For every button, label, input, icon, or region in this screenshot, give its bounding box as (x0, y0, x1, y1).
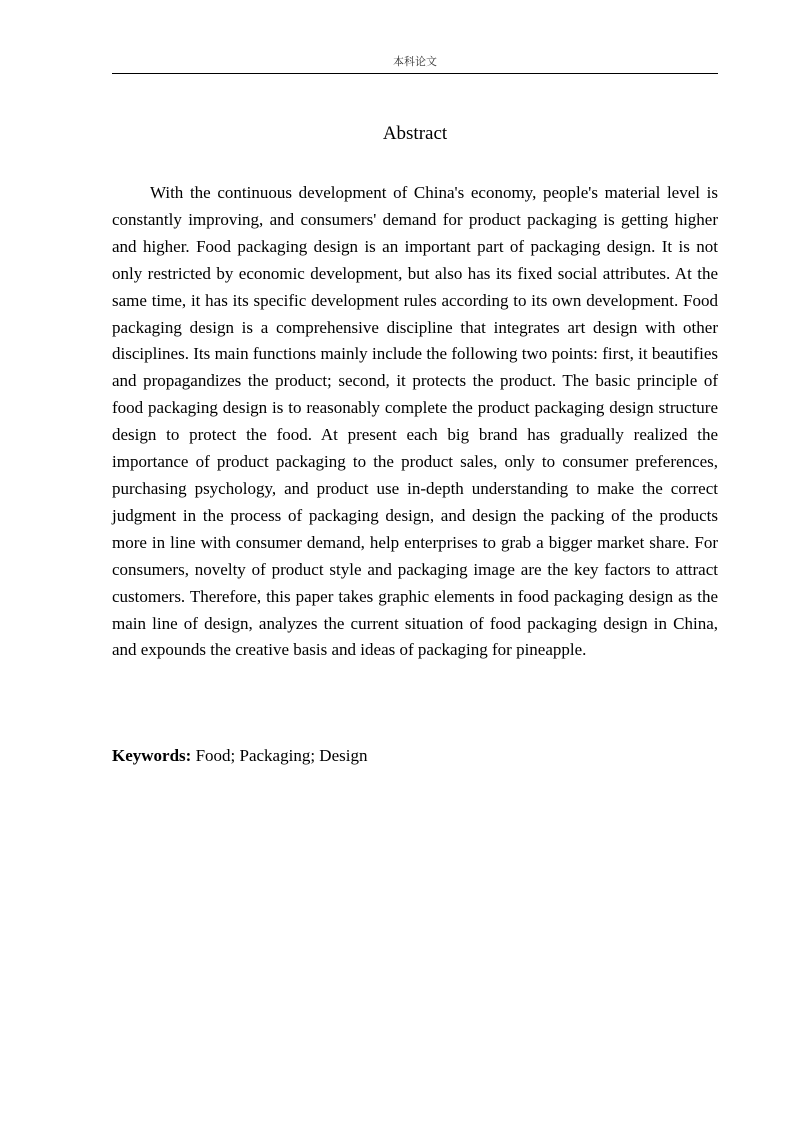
running-header: 本科论文 (393, 55, 437, 68)
keywords-label: Keywords: (112, 746, 192, 765)
abstract-title: Abstract (382, 123, 448, 144)
keywords-value: Food; Packaging; Design (195, 746, 368, 765)
keywords-line (112, 743, 718, 769)
header-rule (112, 73, 718, 74)
abstract-body: With the continuous development of China's economy, people's material level is constantly improving, and consumers' demand for product packaging is getting higher and higher. Food packaging design is an important part of packaging design. It is not only restricted by economic development, but also has its fixed social attributes. At the same time, it has its specific development rules according to its own development. Food packaging design is a comprehensive discipline that integrates art design with other disciplines. Its main functions mainly include the following two points: first, it beautifies and propagandizes the product; second, it protects the product. The basic principle of food packaging design is to reasonably complete the product packaging design structure design to protect the food. At present each big brand has gradually realized the importance of product packaging to the product sales, only to consumer preferences, purchasing psychology, and product use in-depth understanding to make the correct judgment in the process of packaging design, and design the packing of the products more in line with consumer demand, help enterprises to grab a bigger market share. For consumers, novelty of product style and packaging image are the key factors to attract customers. Therefore, this paper takes graphic elements in food packaging design as the main line of design, analyzes the current situation of food packaging design in China, and expounds the creative basis and ideas of packaging for pineapple. (112, 183, 718, 660)
